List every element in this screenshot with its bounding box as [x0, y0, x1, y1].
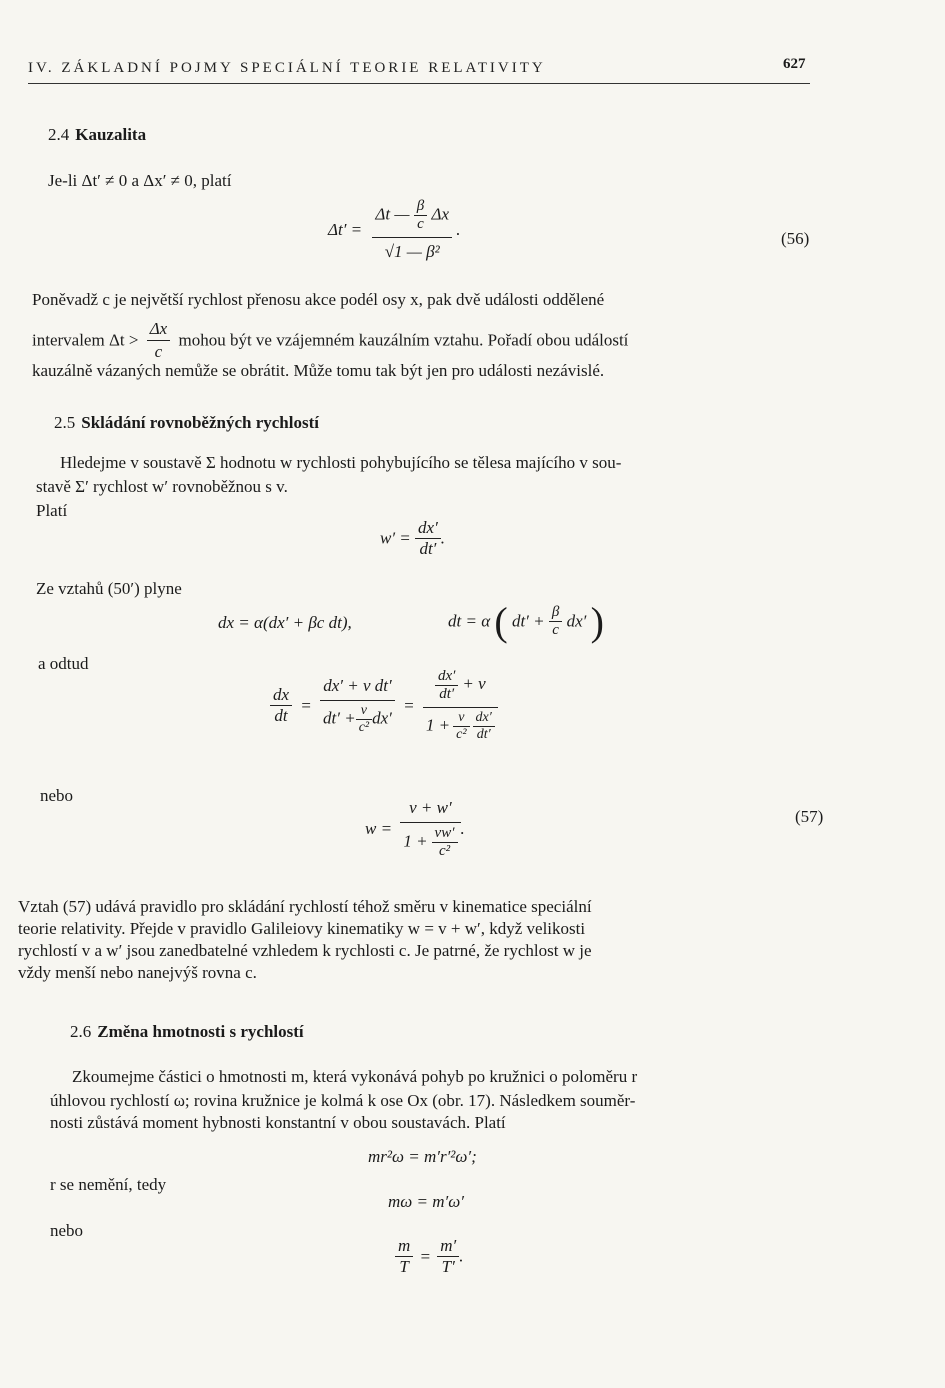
equation-m-over-T: $\frac{m}{T}$ = $\frac{m'}{T'}$ . — [395, 1236, 464, 1277]
paragraph-line: nebo — [40, 786, 74, 805]
paragraph-line: rychlostí v a w′ jsou zanedbatelné vzhledem k rychlosti c. Je patrné, že rychlost w je — [18, 941, 592, 960]
section-number: 2.5 — [54, 413, 76, 432]
paragraph-line: Zkoumejme částici o hmotnosti m, která vykonává pohyb po kružnici o poloměru r — [72, 1067, 638, 1086]
running-title: IV. ZÁKLADNÍ POJMY SPECIÁLNÍ TEORIE RELATIVITY — [28, 60, 810, 84]
paragraph-line: a odtud — [38, 654, 89, 673]
delta-x-over-c: $\frac{\Delta x}{c}$ — [147, 318, 171, 363]
equation-number-57: (57) — [795, 807, 824, 826]
eq56-denominator: √1 — β² — [384, 242, 440, 261]
equation-57: w = v + w′ 1 + $\frac{vw'}{\text{c²}}$ . — [365, 798, 465, 859]
paragraph-line: nosti zůstává moment hybnosti konstantní v obou soustavách. Platí — [50, 1113, 506, 1132]
paragraph-line: úhlovou rychlostí ω; rovina kružnice je kolmá k ose Ox (obr. 17). Následkem souměr- — [50, 1091, 636, 1110]
paragraph-line: Poněvadž c je největší rychlost přenosu akce podél osy x, pak dvě události oddělené — [32, 290, 605, 309]
paragraph-line: nebo — [50, 1221, 84, 1240]
section-title: Změna hmotnosti s rychlostí — [97, 1022, 304, 1041]
paragraph-line: Platí — [36, 501, 68, 520]
section-heading-2-5 — [54, 413, 319, 433]
section-number: 2.4 — [48, 125, 70, 144]
paragraph-line-with-fraction: intervalem Δt > $\frac{\Delta x}{c}$ mohou být ve vzájemném kauzálním vztahu. Pořadí obou událostí — [32, 319, 629, 361]
paragraph-line: vždy menší nebo nanejvýš rovna c. — [18, 963, 257, 982]
equation-number-56: (56) — [781, 229, 810, 248]
equation-w-prime: w′ = $\frac{dx'}{dt'}$ . — [380, 518, 446, 558]
equation-velocity-derivation: $\frac{dx}{dt}$ = dx′ + v dt′ dt′ + $\frac{v}{\text{c²}}$ dx′ = $\frac{dx'}{dt'}$ + v 1 + $\frac{v}{\text{c²}}$ $\frac{dx'}{dt'}$ — [270, 668, 498, 743]
equation-56 — [328, 198, 461, 262]
equation-m-omega: mω = m′ω′ — [388, 1192, 464, 1211]
section-heading-2-6 — [70, 1022, 304, 1042]
page-number: 627 — [783, 56, 806, 72]
paragraph-line: stavě Σ′ rychlost w′ rovnoběžnou s v. — [36, 477, 288, 496]
paragraph-line: kauzálně vázaných nemůže se obrátit. Může tomu tak být jen pro události nezávislé. — [32, 361, 605, 380]
equation-dt: dt = α ( dt′ + $\frac{\beta}{c}$ dx′ ) — [448, 599, 604, 644]
section-number: 2.6 — [70, 1022, 92, 1041]
equation-angular-momentum: mr²ω = m′r′²ω′; — [368, 1147, 477, 1166]
paragraph-line: Vztah (57) udává pravidlo pro skládání rychlostí téhož směru v kinematice speciální — [18, 897, 592, 916]
equation-dx: dx = α(dx′ + βc dt), — [218, 613, 352, 632]
section-title: Skládání rovnoběžných rychlostí — [81, 413, 319, 432]
section-title: Kauzalita — [75, 125, 147, 144]
paragraph-line: r se nemění, tedy — [50, 1175, 167, 1194]
eq56-numerator: Δt — $\frac{\beta}{c}$ Δx — [372, 198, 452, 238]
intro-text: Je-li Δt′ ≠ 0 a Δx′ ≠ 0, platí — [48, 171, 232, 190]
eq56-lhs: Δt′ = — [328, 220, 363, 239]
section-heading-2-4 — [48, 125, 146, 145]
eq56-fraction — [372, 198, 452, 262]
eq56-end: . — [456, 220, 461, 239]
paragraph-line: Hledejme v soustavě Σ hodnotu w rychlosti pohybujícího se tělesa majícího v sou- — [60, 453, 622, 472]
paragraph-line: Ze vztahů (50′) plyne — [36, 579, 182, 598]
paragraph-line: teorie relativity. Přejde v pravidlo Galileiovy kinematiky w = v + w′, když velikosti — [18, 919, 586, 938]
